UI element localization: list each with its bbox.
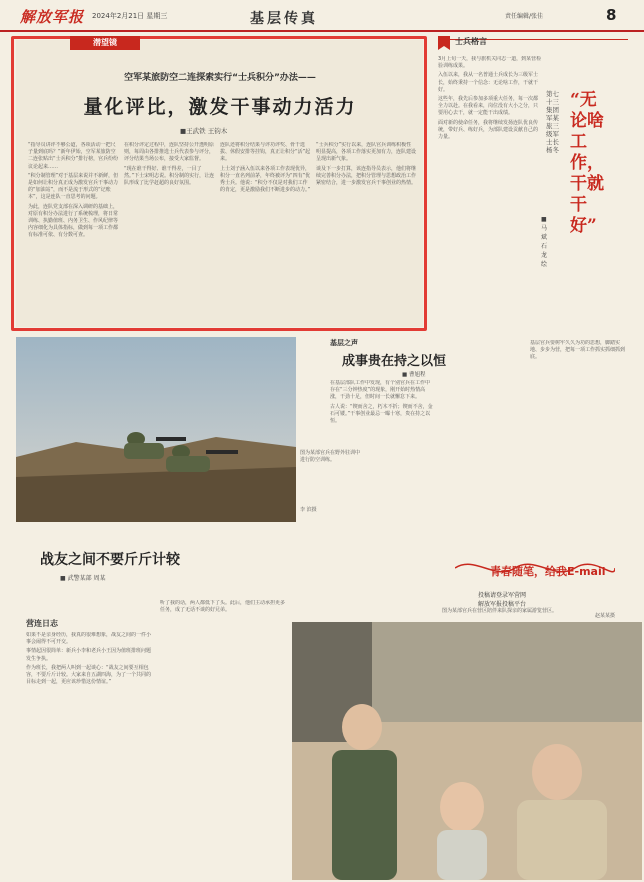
paragraph: “士兵积分”实行以来，连队官兵训练积极性明显提高，各项工作落实更加有力，连队建设呈现出新气象。: [316, 142, 416, 163]
column-headline: 成事贵在持之以恒: [342, 354, 447, 369]
bottom-byline: ■ 武警某部 周某: [60, 575, 106, 582]
paragraph: 入伍以来，我从一名普通士兵成长为三级军士长，始终秉持一个信念：无论啥工作，干就干好。: [438, 72, 539, 93]
feature-body-column-3: [220, 142, 312, 322]
kicker-label: 潜望镜: [70, 36, 140, 50]
family-photo: [292, 622, 642, 880]
bottom-body-column-2: [160, 600, 288, 877]
dateline: 2024年2月21日 星期三: [92, 12, 168, 20]
paragraph: 谈及下一步打算，该连指导员表示，他们将继续完善积分办法，把积分管理与思想政治工作紧密结合，进一步激发官兵干事创业的热情。: [316, 165, 416, 187]
paragraph: “积分制管理”对于基层来说并不新鲜，但是如何让积分真正成为激发官兵干事动力的“加油站”，而不是流于形式的“记账本”，这是连队一直思考的问题。: [28, 172, 119, 201]
paragraph: 基层官兵要树牢久久为功的思想，脚踏实地、步步为营，把每一项工作抓实抓细抓到底。: [530, 340, 626, 361]
column-body-right: [530, 340, 628, 540]
paragraph: 上士刘子涵入伍以来各项工作表现优异，积分一直名列前茅，年终被评为“四有”优秀士兵。他说：“积分不仅是对我们工作的肯定，更是激励我们不断进步的动力。”: [220, 165, 311, 194]
bottom-headline: 战友之间不要斤斤计较: [40, 552, 180, 568]
soldiers-photo: [16, 337, 296, 522]
paragraph: 这些年，我先后参加多项重大任务，每一次都全力以赴。在我看来，岗位没有大小之分，只要用心去干，就一定能干出成绩。: [438, 96, 539, 117]
feature-headline: 量化评比，激发干事动力活力: [83, 96, 357, 118]
section-title: 基层传真: [250, 11, 318, 27]
ribbon-flag-icon: [438, 36, 450, 50]
editor-credit: 责任编辑/张佳: [505, 13, 544, 20]
page-number: 8: [606, 6, 617, 24]
feature-subhead: 空军某旅防空二连探索实行“士兵积分”办法——: [124, 73, 316, 83]
photo-caption: 图为某部官兵在营区陪伴来队探亲的家属游览营区。: [442, 608, 558, 614]
paragraph: “现在谁干得好、谁干得差，一目了然。”下士宋明志说。积分制的实行，让连队形成了比学赶超的良好氛围。: [124, 165, 215, 187]
soldier-motto-body: [438, 56, 542, 326]
column-author: ■ 曹旭程: [402, 372, 426, 378]
feature-body-column-4: [316, 142, 416, 322]
paragraph: 事情起因很简单：新兵小李和老兵小王因为值班排班问题发生争执。: [26, 648, 152, 662]
bottom-body-column-1: [26, 632, 154, 877]
column-body-left: [330, 380, 434, 540]
paragraph: 古人说：“锲而舍之，朽木不折；锲而不舍，金石可镂。”干事创业最忌一曝十寒，贵在持之以恒。: [330, 403, 433, 425]
soldier-motto-tag: 士兵格言: [455, 37, 487, 46]
email-banner-title: 青春随笔，给我E-mail: [490, 565, 606, 578]
paragraph: 在基层部队工作中发现，有个别官兵在工作中存在“三分钟热度”的现象，刚开始时热情高涨，干劲十足，但时间一长就懈怠下来。: [330, 380, 431, 401]
paragraph: 作为班长，我把两人叫到一起谈心：“战友之间要互相包容，不要斤斤计较。大家来自五湖四海，为了一个共同的目标走到一起，更应该珍惜这份情谊。”: [26, 664, 152, 686]
child-figure: [437, 782, 487, 880]
photo-credit: 李 滨摄: [300, 507, 317, 513]
paragraph: 3月上旬一天，我与旅机关同志一道，到某营检验训练成果。: [438, 56, 542, 70]
motto-illustrator: ■ 马 斌 石 龙 绘: [541, 216, 548, 268]
paragraph: 听了我的话，两人都低下了头。此后，他们主动承担更多任务，成了无话不谈的好兄弟。: [160, 600, 286, 614]
column-tag: 基层之声: [330, 339, 358, 347]
paragraph: 为此，连队党支部在深入调研的基础上，对原有积分办法进行了系统梳理，将日常训练、执勤值班、内务卫生、作风纪律等内容细化为具体指标，做到每一项工作都有标准可依、有分数可查。: [28, 203, 119, 239]
feature-body-column-2: [124, 142, 216, 322]
paragraph: 面对新的使命任务，我将继续发扬连队优良传统，带好兵、练好兵，为部队建设贡献自己的力量。: [438, 119, 539, 141]
paragraph: 连队还将积分结果与评功评奖、骨干选拔、休假安排等挂钩，真正让积分“活”起来。: [220, 142, 311, 163]
feature-byline: ■王武铁 王钧木: [180, 127, 228, 135]
photo-caption: 图为某部官兵在野外驻训中进行防空训练。: [300, 450, 361, 463]
paragraph: “指导员讲评不够公道，各项活动一把尺子量到底吗？”新年伊始，空军某旅防空二连张贴出“士兵积分”排行榜，官兵纷纷议论起来……: [28, 142, 119, 170]
quote-author-unit: 第七十三集团军某旅三级军士长杨冬: [546, 90, 559, 154]
camp-log-tag: 营连日志: [26, 619, 58, 628]
submission-note: 解放军报投稿平台: [478, 601, 527, 608]
newspaper-logo: 解放军报: [20, 8, 85, 26]
paragraph: 在积分评定过程中，连队坚持公开透明原则，每周由各排推选士兵代表参与评分，评分结果当场公布，接受大家监督。: [124, 142, 215, 163]
motto-quote: “无论啥工作，干就干好”: [570, 90, 604, 236]
photo-credit: 赵某某摄: [595, 613, 616, 619]
feature-body-column-1: [28, 142, 120, 322]
submission-note: 投稿请登录军营网: [478, 592, 527, 599]
paragraph: 如果不是亲身经历，我真的很难想象，战友之间的一件小事会闹得不可开交。: [26, 632, 152, 646]
